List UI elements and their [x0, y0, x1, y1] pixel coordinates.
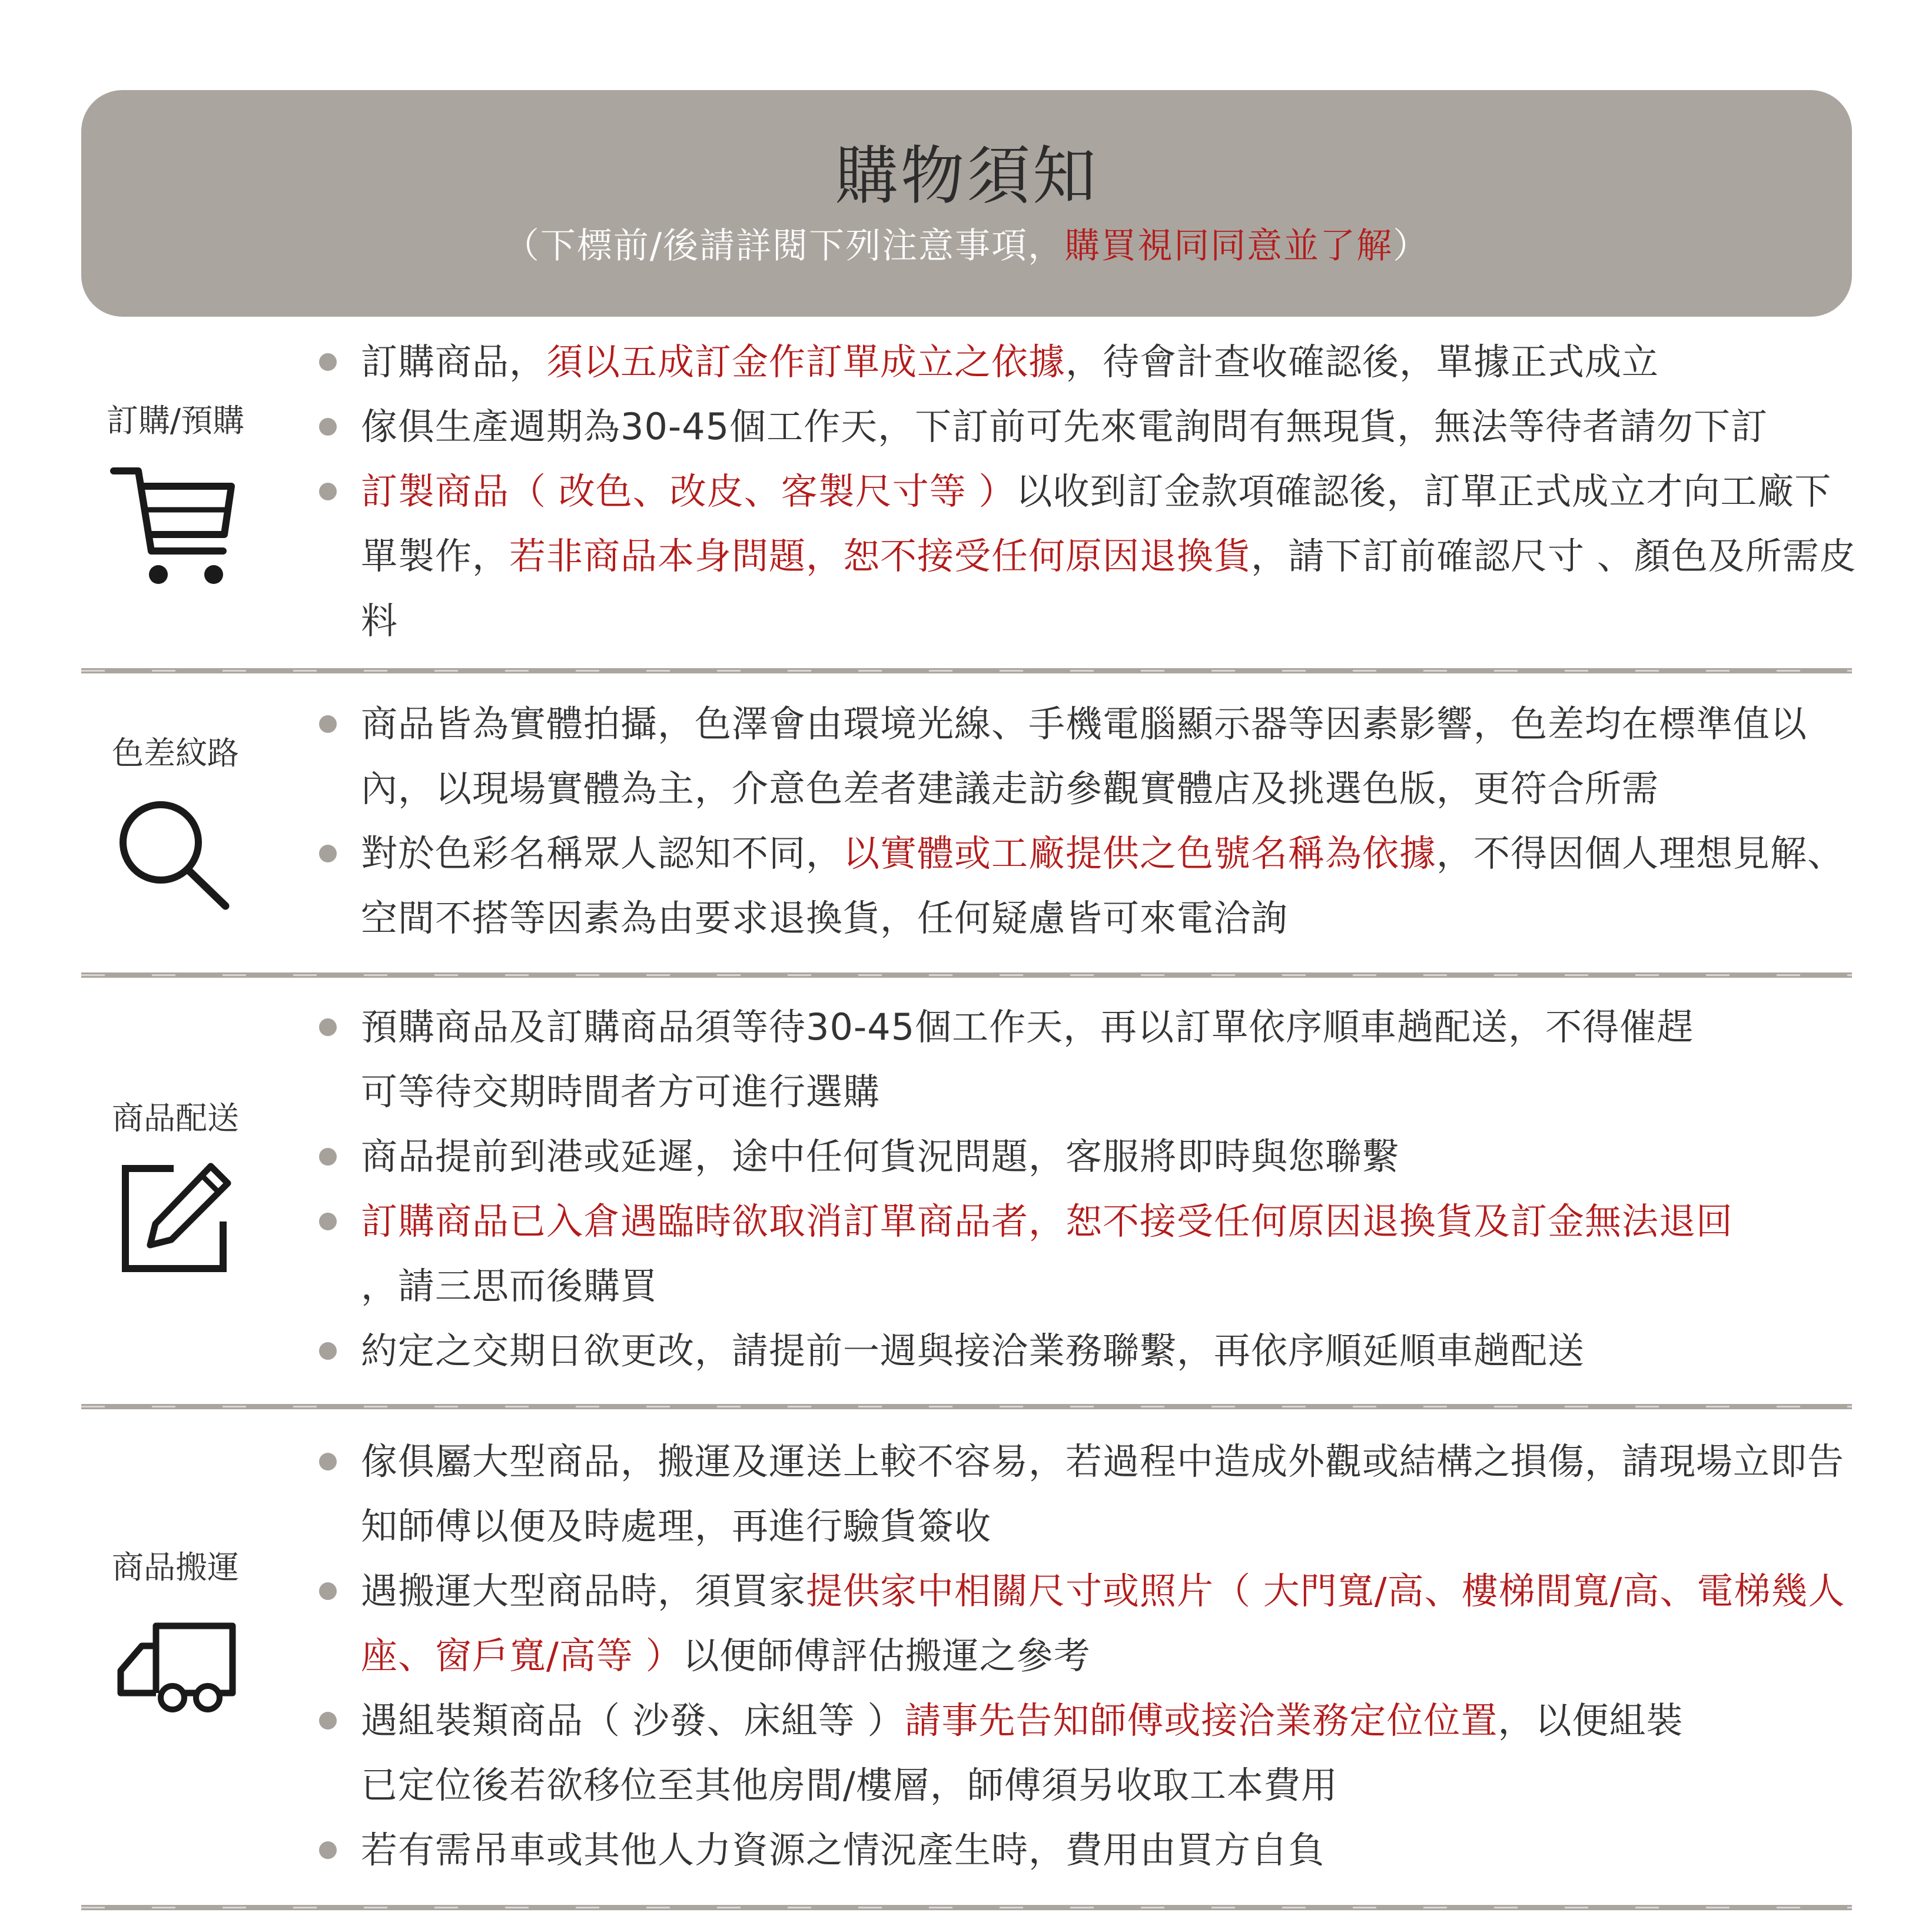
section-color [81, 692, 1852, 962]
item-text: 傢俱屬大型商品，搬運及運送上較不容易，若過程中造成外觀或結構之損傷，請現場立即告知師傅以便及時處理，再進行驗貨簽收 [361, 1440, 1845, 1548]
bullet [319, 1582, 337, 1600]
bullet [319, 1148, 337, 1166]
item-emphasis: 提供家中相關尺寸或照片（ 大門寬/高、樓梯間寬/高、電梯幾人座、窗戶寬/高等 ） [361, 1569, 1845, 1677]
item-text: 商品皆為實體拍攝，色澤會由環境光線、手機電腦顯示器等因素影響，色差均在標準值以內，以現場實體為主，介意色差者建議走訪參觀實體店及挑選色版，更符合所需 [361, 702, 1808, 810]
section-delivery [81, 995, 1852, 1395]
bullet [319, 418, 337, 436]
section-divider [81, 1404, 1852, 1409]
list-item [317, 1559, 1865, 1688]
list-item [317, 692, 1865, 821]
list-item [317, 1124, 1865, 1189]
item-emphasis: 若非商品本身問題，恕不接受任何原因退換貨 [509, 535, 1252, 577]
search-icon [108, 791, 243, 914]
item-text: 預購商品及訂購商品須等待30-45個工作天，再以訂單依序順車趟配送，不得催趕 [361, 1005, 1694, 1048]
bullet [319, 1712, 337, 1729]
section-order [81, 330, 1857, 665]
item-text: ，請三思而後購買 [361, 1264, 658, 1307]
category-color [81, 733, 270, 914]
category-label: 訂購/預購 [106, 402, 245, 439]
item-emphasis: 須以五成訂金作訂單成立之依據 [546, 340, 1066, 383]
bullet [319, 1841, 337, 1859]
bullet [319, 353, 337, 371]
cart-icon [108, 458, 243, 587]
bullet [319, 845, 337, 862]
list-item [317, 1429, 1865, 1559]
item-emphasis: 以實體或工廠提供之色號名稱為依據 [843, 832, 1437, 875]
category-delivery [81, 1098, 270, 1279]
item-text: 遇組裝類商品（ 沙發、床組等 ） [361, 1699, 905, 1742]
item-text: 遇搬運大型商品時，須買家 [361, 1569, 806, 1612]
list-item [317, 995, 1865, 1124]
page-title: 購物須知 [834, 140, 1098, 213]
item-text: 商品提前到港或延遲，途中任何貨況問題，客服將即時與您聯繫 [361, 1135, 1400, 1178]
item-text: 對於色彩名稱眾人認知不同， [361, 832, 844, 875]
list-item [317, 1688, 1865, 1818]
edit-icon [108, 1156, 243, 1279]
subtitle-emphasis: 購買視同同意並了解 [1064, 225, 1393, 267]
item-emphasis: 訂購商品已入倉遇臨時欲取消訂單商品者，恕不接受任何原因退換貨及訂金無法退回 [361, 1200, 1734, 1243]
list-item [317, 1818, 1865, 1883]
item-emphasis: 請事先告知師傅或接洽業務定位位置 [904, 1699, 1498, 1742]
list-item [317, 1189, 1865, 1319]
list-item [317, 330, 1865, 394]
section-moving [81, 1429, 1852, 1894]
item-text: 可等待交期時間者方可進行選購 [361, 1070, 881, 1113]
category-label: 商品搬運 [112, 1549, 239, 1586]
list-item [317, 459, 1865, 653]
item-text: 約定之交期日欲更改，請提前一週與接洽業務聯繫，再依序順延順車趟配送 [361, 1329, 1585, 1372]
item-text: ，請下訂前確認尺寸 、顏色及所需皮料 [361, 535, 1857, 642]
item-text: 以收到訂金款項確認後，訂單正式成立才向工廠下單製作， [361, 470, 1832, 577]
order-list [317, 330, 1865, 653]
category-order [81, 400, 270, 587]
section-divider [81, 668, 1852, 673]
delivery-list [317, 995, 1865, 1383]
item-text: ，待會計查收確認後，單據正式成立 [1065, 340, 1659, 383]
item-text: ，以便組裝 [1498, 1699, 1684, 1742]
category-moving [81, 1547, 270, 1728]
item-emphasis: 訂製商品（ 改色、改皮、客製尺寸等 ） [361, 470, 1016, 513]
category-label: 商品配送 [112, 1100, 239, 1137]
item-text: 若有需吊車或其他人力資源之情況產生時，費用由買方自負 [361, 1828, 1326, 1871]
bullet [319, 1453, 337, 1470]
item-text: 以便師傅評估搬運之參考 [682, 1634, 1091, 1677]
section-divider [81, 972, 1852, 978]
list-item [317, 821, 1865, 951]
subtitle-prefix: （下標前/後請詳閱下列注意事項， [503, 225, 1065, 267]
bullet [319, 1213, 337, 1230]
bullet [319, 715, 337, 733]
bullet [319, 1018, 337, 1036]
section-divider [81, 1905, 1852, 1910]
header-banner [81, 90, 1852, 317]
list-item [317, 1319, 1865, 1383]
subtitle-suffix: ） [1393, 225, 1430, 267]
page-subtitle [81, 223, 1852, 270]
list-item [317, 394, 1865, 459]
bullet [319, 1342, 337, 1360]
color-list [317, 692, 1865, 951]
category-label: 色差紋路 [112, 735, 239, 772]
item-text: 傢俱生產週期為30-45個工作天，下訂前可先來電詢問有無現貨，無法等待者請勿下訂 [361, 405, 1768, 448]
item-text: ，不得因個人理想見解、空間不搭等因素為由要求退換貨，任何疑慮皆可來電洽詢 [361, 832, 1845, 940]
moving-list [317, 1429, 1865, 1883]
truck-icon [108, 1605, 243, 1728]
item-text: 已定位後若欲移位至其他房間/樓層，師傅須另收取工本費用 [361, 1764, 1338, 1807]
item-text: 訂購商品， [361, 340, 547, 383]
bullet [319, 483, 337, 500]
